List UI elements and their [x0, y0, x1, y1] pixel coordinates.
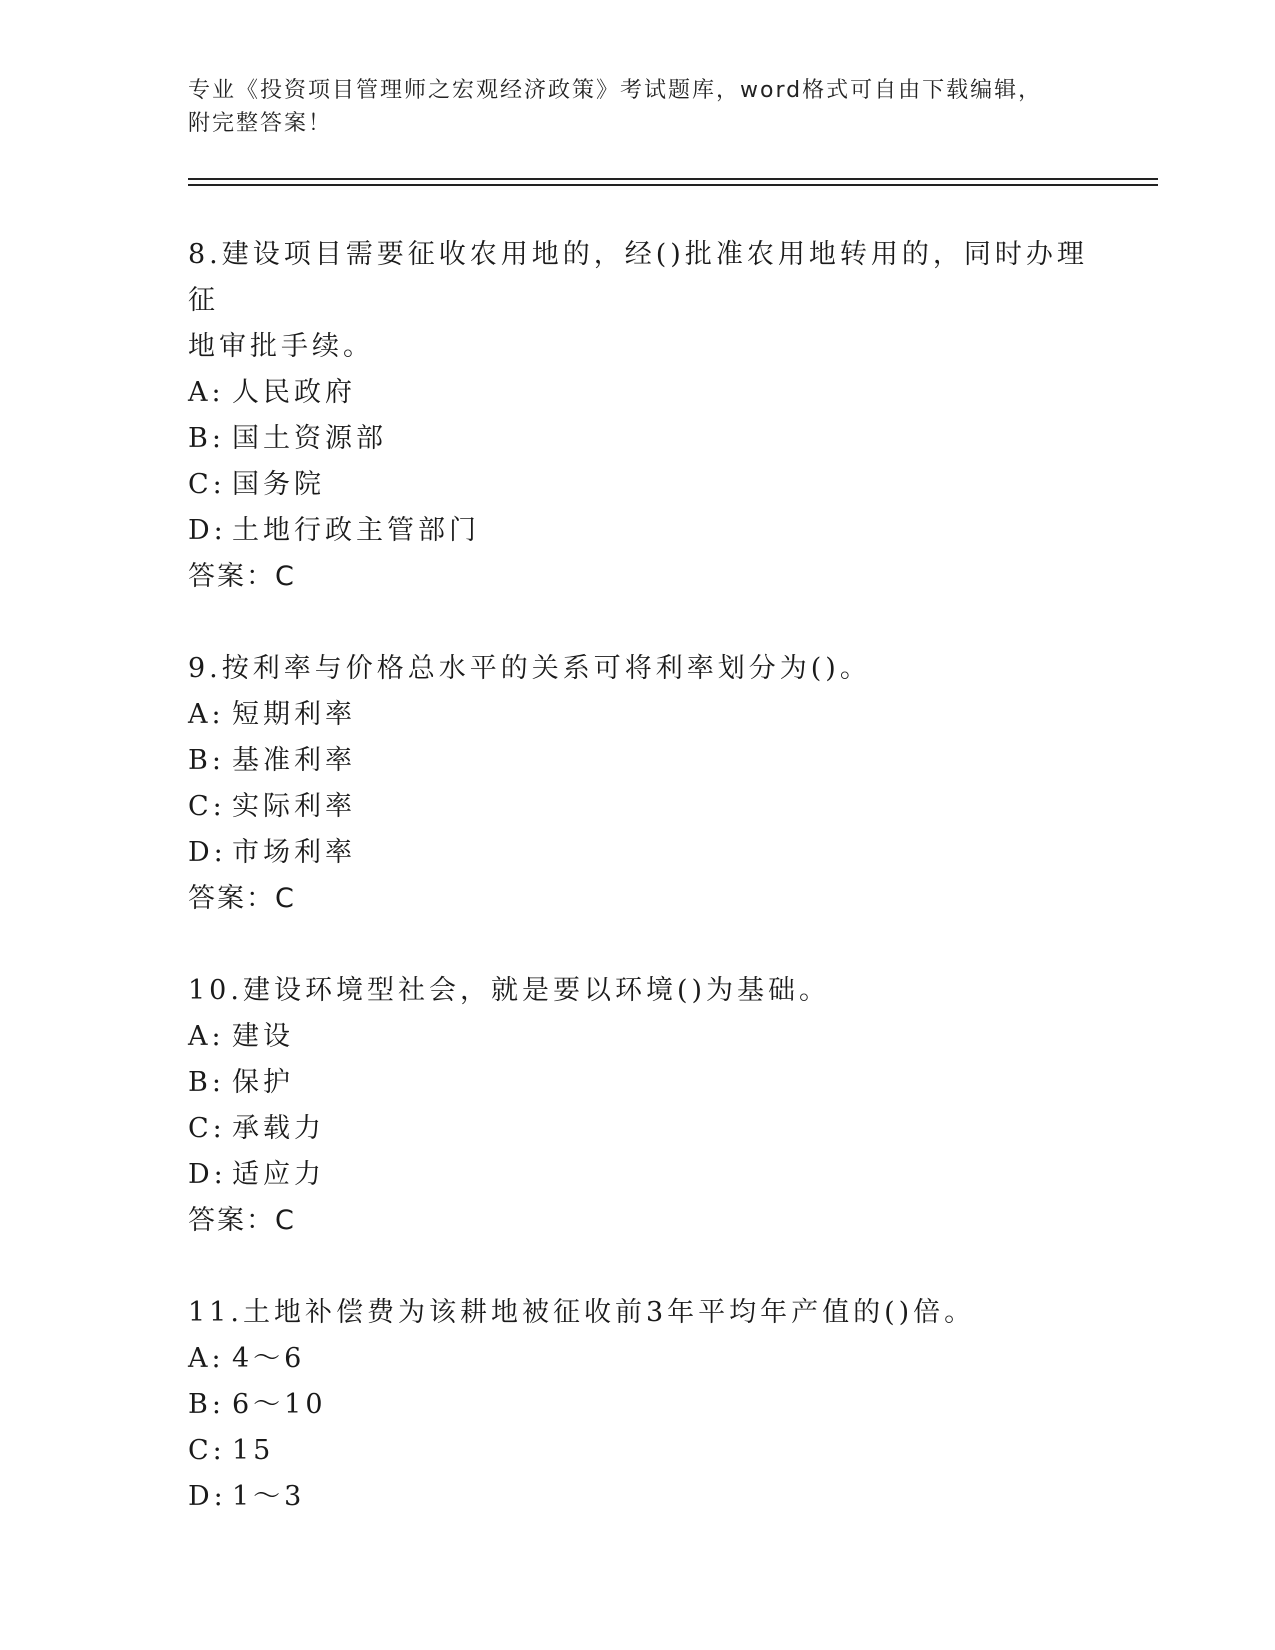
- option-a: [188, 370, 1088, 416]
- option-b: [188, 1382, 1088, 1428]
- option-d: [188, 1152, 1088, 1198]
- option-d: [188, 1474, 1088, 1520]
- header-divider-top: [188, 178, 1158, 180]
- option-key: D:: [188, 1159, 227, 1190]
- option-b: [188, 738, 1088, 784]
- question-stem: 8.建设项目需要征收农用地的，经()批准农用地转用的，同时办理征: [188, 239, 1088, 316]
- option-text: 实际利率: [232, 791, 356, 822]
- option-text: 国务院: [232, 469, 325, 500]
- question-item: [188, 646, 1088, 922]
- document-header: [188, 74, 1088, 140]
- option-key: C:: [188, 791, 226, 822]
- option-text: 1～3: [232, 1481, 306, 1512]
- option-text: 人民政府: [232, 377, 356, 408]
- question-item: [188, 232, 1088, 600]
- option-key: B:: [188, 1389, 225, 1420]
- option-c: [188, 784, 1088, 830]
- option-key: B:: [188, 423, 225, 454]
- option-c: [188, 1428, 1088, 1474]
- option-key: D:: [188, 1481, 227, 1512]
- option-key: D:: [188, 837, 227, 868]
- header-line-1: 专业《投资项目管理师之宏观经济政策》考试题库，word格式可自由下载编辑，: [188, 78, 1043, 103]
- option-key: A:: [188, 1343, 225, 1374]
- question-item: [188, 968, 1088, 1244]
- option-text: 15: [232, 1435, 275, 1466]
- header-divider-bottom: [188, 184, 1158, 186]
- option-key: A:: [188, 1021, 225, 1052]
- option-text: 市场利率: [232, 837, 356, 868]
- option-key: D:: [188, 515, 227, 546]
- option-b: [188, 416, 1088, 462]
- question-stem: 10.建设环境型社会，就是要以环境()为基础。: [188, 975, 831, 1006]
- option-c: [188, 1106, 1088, 1152]
- question-list: [188, 232, 1088, 1566]
- option-text: 6～10: [232, 1389, 327, 1420]
- option-a: [188, 1336, 1088, 1382]
- option-text: 建设: [232, 1021, 294, 1052]
- option-key: C:: [188, 1113, 226, 1144]
- option-key: B:: [188, 1067, 225, 1098]
- question-stem: 11.土地补偿费为该耕地被征收前3年平均年产值的()倍。: [188, 1297, 976, 1328]
- option-key: C:: [188, 1435, 226, 1466]
- option-text: 适应力: [232, 1159, 325, 1190]
- answer-line: [188, 554, 1088, 600]
- answer-value: C: [275, 1205, 296, 1236]
- question-stem-continued: 地审批手续。: [188, 331, 374, 362]
- option-text: 承载力: [232, 1113, 325, 1144]
- option-key: A:: [188, 699, 225, 730]
- answer-value: C: [275, 561, 296, 592]
- option-d: [188, 508, 1088, 554]
- answer-label: 答案：: [188, 1205, 275, 1236]
- option-key: A:: [188, 377, 225, 408]
- header-line-2: 附完整答案！: [188, 111, 333, 136]
- option-key: B:: [188, 745, 225, 776]
- option-text: 保护: [232, 1067, 294, 1098]
- option-c: [188, 462, 1088, 508]
- answer-label: 答案：: [188, 883, 275, 914]
- answer-value: C: [275, 883, 296, 914]
- option-a: [188, 1014, 1088, 1060]
- option-key: C:: [188, 469, 226, 500]
- option-text: 4～6: [232, 1343, 306, 1374]
- option-text: 国土资源部: [232, 423, 387, 454]
- option-text: 土地行政主管部门: [232, 515, 480, 546]
- answer-line: [188, 1198, 1088, 1244]
- answer-label: 答案：: [188, 561, 275, 592]
- question-item: [188, 1290, 1088, 1520]
- option-b: [188, 1060, 1088, 1106]
- answer-line: [188, 876, 1088, 922]
- option-text: 基准利率: [232, 745, 356, 776]
- option-a: [188, 692, 1088, 738]
- option-d: [188, 830, 1088, 876]
- question-stem: 9.按利率与价格总水平的关系可将利率划分为()。: [188, 653, 871, 684]
- option-text: 短期利率: [232, 699, 356, 730]
